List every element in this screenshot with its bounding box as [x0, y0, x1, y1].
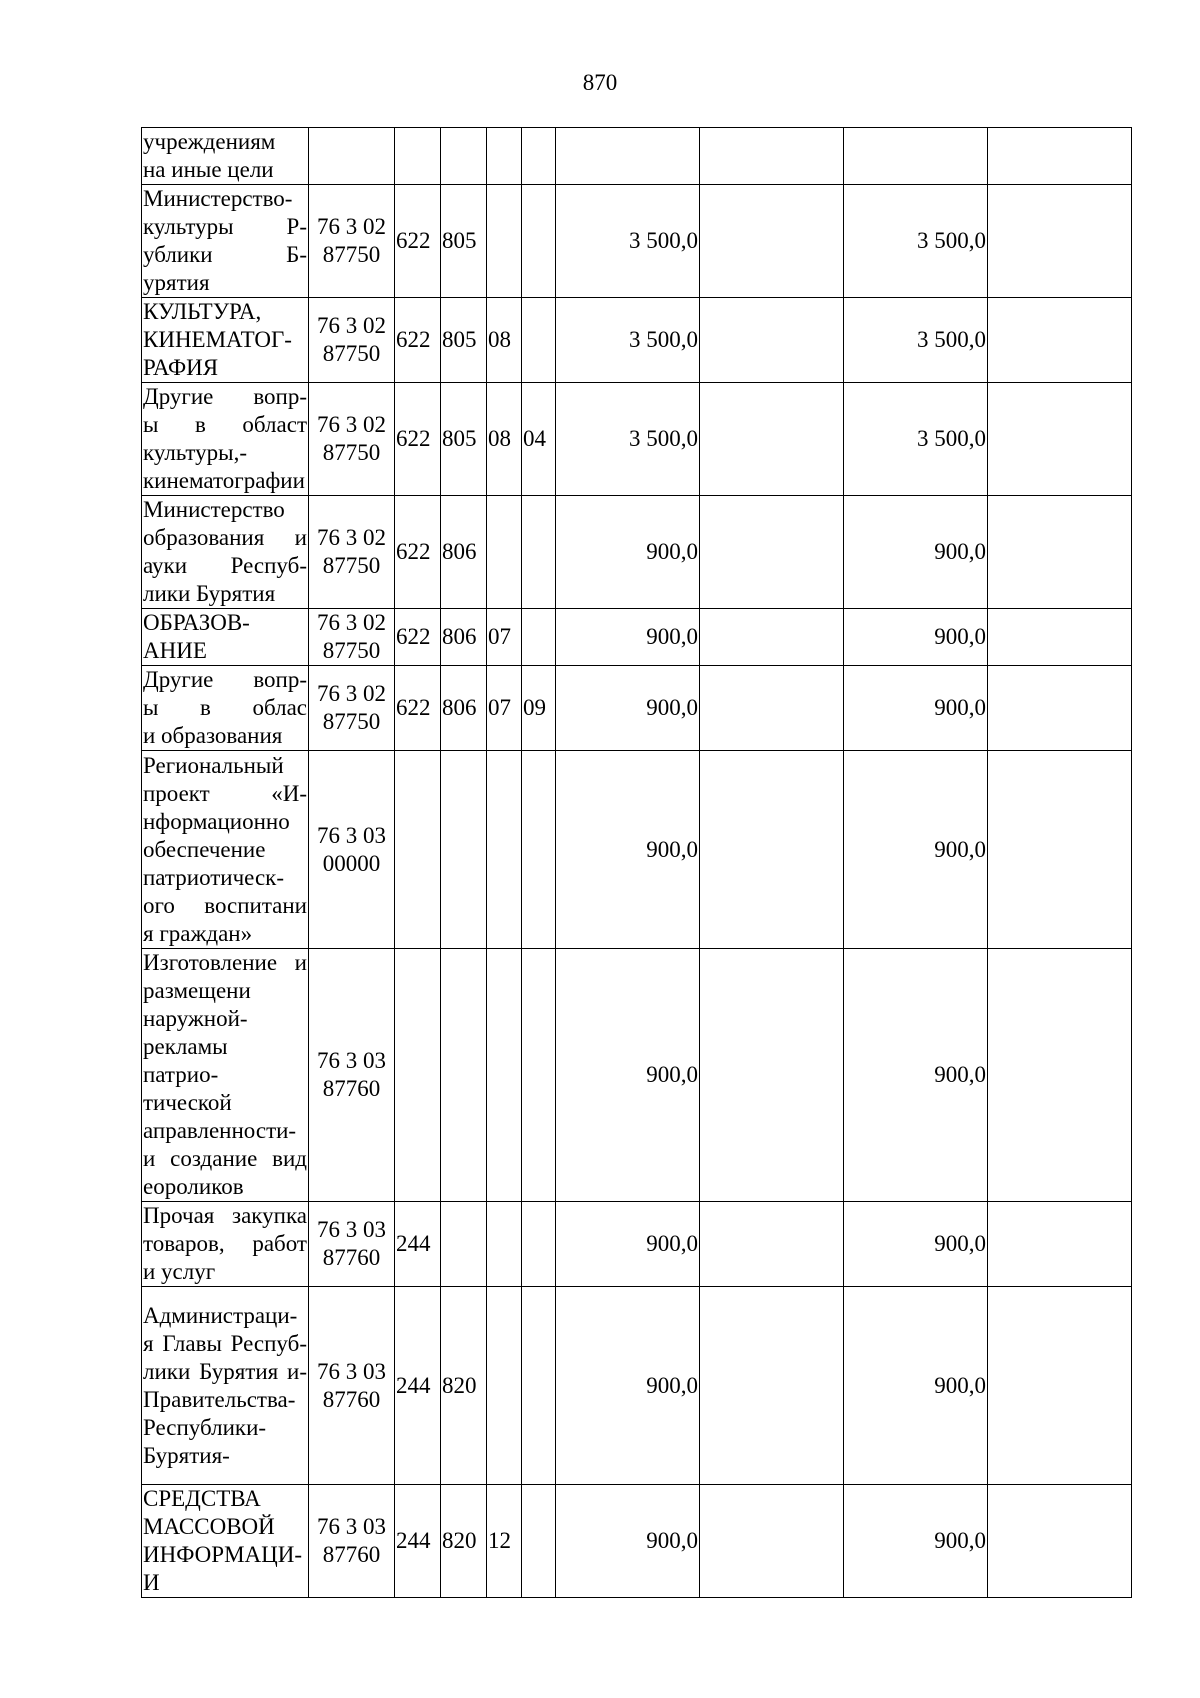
- table-row: [142, 496, 1132, 609]
- section-code: [487, 751, 522, 949]
- amount-col-2: [700, 128, 844, 185]
- amount-col-1: 900,0: [556, 949, 700, 1202]
- amount-col-4: [988, 1287, 1132, 1485]
- section-code: 07: [487, 609, 522, 666]
- amount-col-3: 900,0: [844, 496, 988, 609]
- row-name: Министерство- культуры Р- ублики Б- урятия: [142, 185, 309, 298]
- csr-code: 76 3 02 87750: [309, 666, 395, 751]
- row-name: Прочая закупка товаров, работ и услуг: [142, 1202, 309, 1287]
- ministry-code: 820: [441, 1287, 487, 1485]
- table-row: [142, 383, 1132, 496]
- amount-col-2: [700, 1485, 844, 1598]
- amount-col-1: 3 500,0: [556, 185, 700, 298]
- amount-col-4: [988, 1202, 1132, 1287]
- amount-col-4: [988, 1485, 1132, 1598]
- amount-col-2: [700, 666, 844, 751]
- row-name: СРЕДСТВА МАССОВОЙ ИНФОРМАЦИ- И: [142, 1485, 309, 1598]
- subsection-code: [522, 496, 556, 609]
- amount-col-3: 900,0: [844, 751, 988, 949]
- budget-table: [141, 127, 1132, 1598]
- ministry-code: 805: [441, 383, 487, 496]
- amount-col-3: 900,0: [844, 609, 988, 666]
- subsection-code: [522, 128, 556, 185]
- expense-type-code: 244: [395, 1485, 441, 1598]
- amount-col-4: [988, 298, 1132, 383]
- subsection-code: [522, 949, 556, 1202]
- table-row: [142, 1287, 1132, 1485]
- ministry-code: 820: [441, 1485, 487, 1598]
- amount-col-2: [700, 298, 844, 383]
- row-name: учреждениям на иные цели: [142, 128, 309, 185]
- section-code: [487, 185, 522, 298]
- amount-col-3: 900,0: [844, 1202, 988, 1287]
- table-row: [142, 185, 1132, 298]
- ministry-code: [441, 949, 487, 1202]
- amount-col-1: 900,0: [556, 1287, 700, 1485]
- subsection-code: [522, 185, 556, 298]
- amount-col-1: 900,0: [556, 1485, 700, 1598]
- amount-col-4: [988, 666, 1132, 751]
- amount-col-1: 3 500,0: [556, 298, 700, 383]
- amount-col-3: [844, 128, 988, 185]
- csr-code: 76 3 03 00000: [309, 751, 395, 949]
- amount-col-4: [988, 496, 1132, 609]
- amount-col-2: [700, 1287, 844, 1485]
- section-code: 07: [487, 666, 522, 751]
- section-code: [487, 949, 522, 1202]
- expense-type-code: 244: [395, 1287, 441, 1485]
- amount-col-3: 3 500,0: [844, 185, 988, 298]
- csr-code: 76 3 02 87750: [309, 383, 395, 496]
- csr-code: 76 3 03 87760: [309, 949, 395, 1202]
- expense-type-code: [395, 128, 441, 185]
- row-name: Изготовление и размещени наружной- рекламы патрио- тической аправленности- и создание вид еороликов: [142, 949, 309, 1202]
- expense-type-code: [395, 949, 441, 1202]
- expense-type-code: 622: [395, 666, 441, 751]
- amount-col-3: 900,0: [844, 666, 988, 751]
- subsection-code: [522, 298, 556, 383]
- row-name: КУЛЬТУРА, КИНЕМАТОГ- РАФИЯ: [142, 298, 309, 383]
- ministry-code: 805: [441, 185, 487, 298]
- table-row: [142, 949, 1132, 1202]
- amount-col-1: 900,0: [556, 496, 700, 609]
- ministry-code: [441, 128, 487, 185]
- ministry-code: 806: [441, 609, 487, 666]
- table-row: [142, 298, 1132, 383]
- subsection-code: [522, 609, 556, 666]
- expense-type-code: [395, 751, 441, 949]
- table-row: [142, 666, 1132, 751]
- amount-col-3: 900,0: [844, 1287, 988, 1485]
- amount-col-1: 900,0: [556, 609, 700, 666]
- section-code: 12: [487, 1485, 522, 1598]
- subsection-code: [522, 751, 556, 949]
- csr-code: 76 3 02 87750: [309, 298, 395, 383]
- amount-col-3: 3 500,0: [844, 298, 988, 383]
- row-name: Региональный проект «И- нформационно обеспечение патриотическ- ого воспитани я граждан»: [142, 751, 309, 949]
- amount-col-4: [988, 185, 1132, 298]
- subsection-code: 04: [522, 383, 556, 496]
- row-name: Другие вопр- ы в облас и образования: [142, 666, 309, 751]
- ministry-code: 805: [441, 298, 487, 383]
- table-row: [142, 609, 1132, 666]
- table-row: [142, 128, 1132, 185]
- amount-col-3: 900,0: [844, 1485, 988, 1598]
- amount-col-2: [700, 185, 844, 298]
- subsection-code: [522, 1485, 556, 1598]
- amount-col-2: [700, 1202, 844, 1287]
- expense-type-code: 622: [395, 185, 441, 298]
- csr-code: 76 3 02 87750: [309, 185, 395, 298]
- section-code: 08: [487, 383, 522, 496]
- ministry-code: 806: [441, 496, 487, 609]
- section-code: 08: [487, 298, 522, 383]
- subsection-code: 09: [522, 666, 556, 751]
- row-name: Другие вопр- ы в област культуры,- кинематографии: [142, 383, 309, 496]
- subsection-code: [522, 1202, 556, 1287]
- amount-col-3: 900,0: [844, 949, 988, 1202]
- ministry-code: 806: [441, 666, 487, 751]
- table-row: [142, 751, 1132, 949]
- amount-col-1: 3 500,0: [556, 383, 700, 496]
- section-code: [487, 496, 522, 609]
- row-name: Администраци- я Главы Респуб- лики Бурятия и- Правительства- Республики- Бурятия-: [142, 1287, 309, 1485]
- amount-col-2: [700, 751, 844, 949]
- amount-col-4: [988, 128, 1132, 185]
- row-name: ОБРАЗОВ- АНИЕ: [142, 609, 309, 666]
- amount-col-3: 3 500,0: [844, 383, 988, 496]
- table-body: [142, 128, 1132, 1598]
- subsection-code: [522, 1287, 556, 1485]
- amount-col-2: [700, 949, 844, 1202]
- table-row: [142, 1485, 1132, 1598]
- amount-col-4: [988, 383, 1132, 496]
- csr-code: 76 3 02 87750: [309, 609, 395, 666]
- expense-type-code: 622: [395, 609, 441, 666]
- amount-col-4: [988, 949, 1132, 1202]
- amount-col-1: 900,0: [556, 751, 700, 949]
- section-code: [487, 1202, 522, 1287]
- csr-code: 76 3 02 87750: [309, 496, 395, 609]
- ministry-code: [441, 1202, 487, 1287]
- table-row: [142, 1202, 1132, 1287]
- expense-type-code: 622: [395, 298, 441, 383]
- ministry-code: [441, 751, 487, 949]
- section-code: [487, 128, 522, 185]
- amount-col-1: 900,0: [556, 666, 700, 751]
- csr-code: 76 3 03 87760: [309, 1485, 395, 1598]
- amount-col-4: [988, 609, 1132, 666]
- amount-col-1: 900,0: [556, 1202, 700, 1287]
- expense-type-code: 244: [395, 1202, 441, 1287]
- expense-type-code: 622: [395, 496, 441, 609]
- section-code: [487, 1287, 522, 1485]
- amount-col-4: [988, 751, 1132, 949]
- csr-code: 76 3 03 87760: [309, 1287, 395, 1485]
- amount-col-2: [700, 609, 844, 666]
- amount-col-1: [556, 128, 700, 185]
- row-name: Министерство образования и ауки Респуб- лики Бурятия: [142, 496, 309, 609]
- amount-col-2: [700, 383, 844, 496]
- csr-code: 76 3 03 87760: [309, 1202, 395, 1287]
- page-number: 870: [582, 70, 618, 95]
- csr-code: [309, 128, 395, 185]
- amount-col-2: [700, 496, 844, 609]
- expense-type-code: 622: [395, 383, 441, 496]
